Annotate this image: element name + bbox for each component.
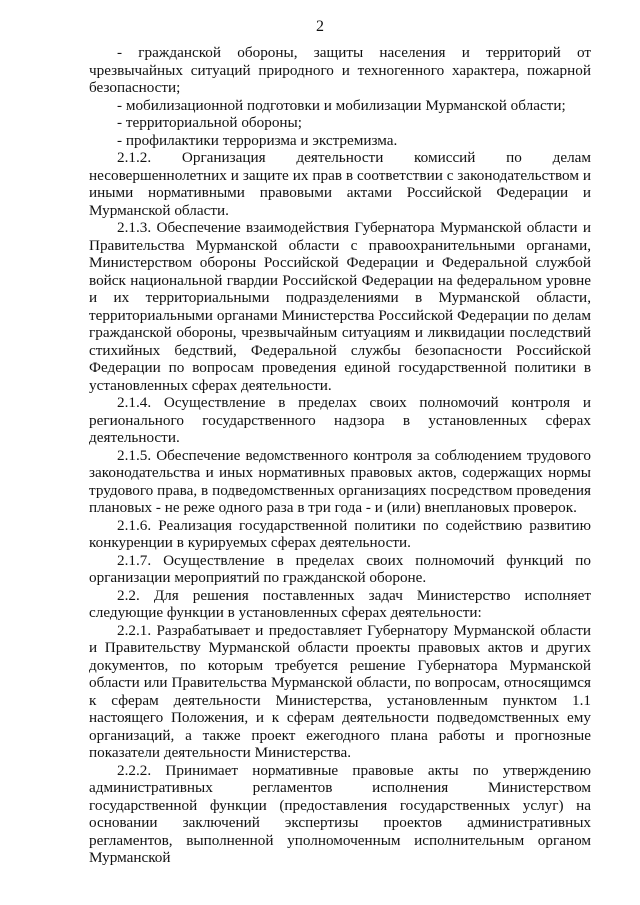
paragraph: - мобилизационной подготовки и мобилизации Мурманской области; bbox=[117, 96, 566, 114]
page-number: 2 bbox=[316, 18, 324, 35]
paragraph: 2.1.3. Обеспечение взаимодействия Губернатора Мурманской области и Правительства Мурманской области с правоохранительными органами, Министерством обороны Российской Федерации и Федеральной службой войск национальной гвардии Российской Федерации на федеральном уровне и их территориальными подразделениями в Мурманской области, территориальными органами Министерства Российской Федерации по делам гражданской обороны, чрезвычайным ситуациям и ликвидации последствий стихийных бедствий, Федеральной службы безопасности Российской Федерации по вопросам проведения единой государственной политики в установленных сферах деятельности. bbox=[89, 219, 591, 394]
paragraph: - гражданской обороны, защиты населения и территорий от чрезвычайных ситуаций природного и техногенного характера, пожарной безопасности; bbox=[89, 44, 591, 96]
paragraph: 2.1.7. Осуществление в пределах своих полномочий функций по организации мероприятий по гражданской обороне. bbox=[89, 551, 591, 586]
paragraph: - территориальной обороны; bbox=[117, 114, 302, 131]
document-body bbox=[89, 44, 591, 867]
paragraph: - профилактики терроризма и экстремизма. bbox=[117, 131, 398, 149]
paragraph: 2.1.5. Обеспечение ведомственного контроля за соблюдением трудового законодательства и иных нормативных правовых актов, содержащих нормы трудового права, в подведомственных организациях посредством проведения плановых - не реже одного раза в три года - и (или) внеплановых проверок. bbox=[89, 446, 591, 516]
paragraph: 2.2.2. Принимает нормативные правовые акты по утверждению административных регламентов исполнения Министерством государственной функции (предоставления государственных услуг) на основании заключений экспертизы проектов административных регламентов, выполненной уполномоченным исполнительным органом Мурманской bbox=[89, 761, 591, 866]
paragraph: 2.1.6. Реализация государственной политики по содействию развитию конкуренции в курируемых сферах деятельности. bbox=[89, 516, 591, 551]
paragraph: 2.1.4. Осуществление в пределах своих полномочий контроля и регионального государственного надзора в установленных сферах деятельности. bbox=[89, 394, 591, 446]
paragraph: 2.2.1. Разрабатывает и предоставляет Губернатору Мурманской области и Правительству Мурманской области проекты правовых актов и других документов, по которым требуется решение Губернатора Мурманской области или Правительства Мурманской области, по вопросам, относящимся к сферам деятельности Министерства, установленным пунктом 1.1 настоящего Положения, и к сферам деятельности подведомственных ему организаций, а также проект ежегодного плана работы и прогнозные показатели деятельности Министерства. bbox=[89, 621, 591, 761]
paragraph: 2.2. Для решения поставленных задач Министерство исполняет следующие функции в установленных сферах деятельности: bbox=[89, 586, 591, 621]
paragraph: 2.1.2. Организация деятельности комиссий по делам несовершеннолетних и защите их прав в соответствии с законодательством и иными нормативными правовыми актами Российской Федерации и Мурманской области. bbox=[89, 149, 591, 219]
